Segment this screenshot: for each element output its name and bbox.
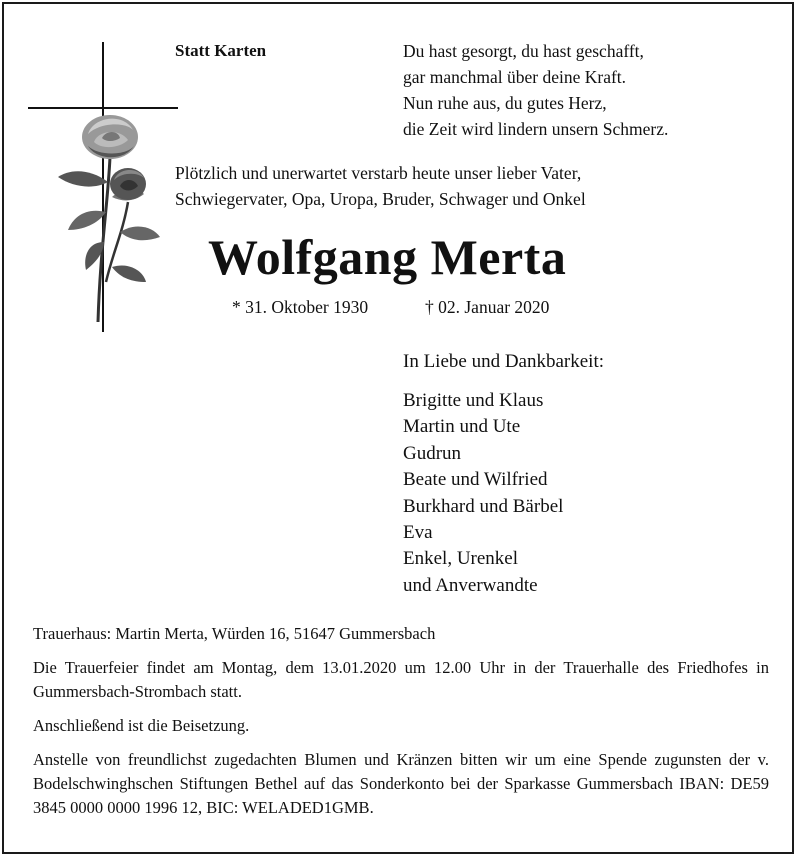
poem-line: Du hast gesorgt, du hast geschafft,	[403, 41, 644, 61]
death-date: † 02. Januar 2020	[425, 297, 550, 317]
intro-line: Schwiegervater, Opa, Uropa, Bruder, Schwager und Onkel	[175, 189, 586, 209]
funeral-details	[33, 622, 769, 830]
birth-date: * 31. Oktober 1930	[232, 297, 369, 317]
mourner-name: und Anverwandte	[403, 574, 538, 596]
poem-line: Nun ruhe aus, du gutes Herz,	[403, 93, 607, 113]
funeral-info: Die Trauerfeier findet am Montag, dem 13.01.2020 um 12.00 Uhr in der Trauerhalle des Friedhofes in Gummersbach-Strombach statt.	[33, 658, 769, 701]
mourning-house: Trauerhaus: Martin Merta, Würden 16, 51647 Gummersbach	[33, 624, 436, 643]
poem	[403, 38, 668, 142]
burial-info: Anschließend ist die Beisetzung.	[33, 716, 250, 735]
poem-line: gar manchmal über deine Kraft.	[403, 67, 627, 87]
mourner-name: Martin und Ute	[403, 416, 521, 438]
mourners-heading: In Liebe und Dankbarkeit:	[403, 351, 605, 372]
deceased-name: Wolfgang Merta	[208, 229, 567, 285]
donation-info: Anstelle von freundlichst zugedachten Blumen und Kränzen bitten wir um eine Spende zugunsten der v. Bodelschwinghschen Stiftungen Bethel auf das Sonderkonto bei der Sparkasse Gummersbach IBAN: DE59 3845 0000 0000 1996 12, BIC: WELADED1GMB.	[33, 750, 769, 817]
mourner-name: Enkel, Urenkel	[403, 548, 519, 570]
intro-text	[175, 160, 586, 212]
mourner-name: Eva	[403, 522, 433, 544]
mourner-name: Burkhard und Bärbel	[403, 495, 564, 517]
mourner-name: Brigitte und Klaus	[403, 390, 544, 411]
mourner-name: Gudrun	[403, 442, 462, 464]
mourners-list	[403, 388, 563, 599]
poem-line: die Zeit wird lindern unsern Schmerz.	[403, 119, 669, 139]
intro-line: Plötzlich und unerwartet verstarb heute unser lieber Vater,	[175, 163, 582, 183]
statt-karten-label: Statt Karten	[175, 41, 267, 60]
mourner-name: Beate und Wilfried	[403, 469, 548, 491]
cross-with-rose-icon	[28, 42, 188, 342]
